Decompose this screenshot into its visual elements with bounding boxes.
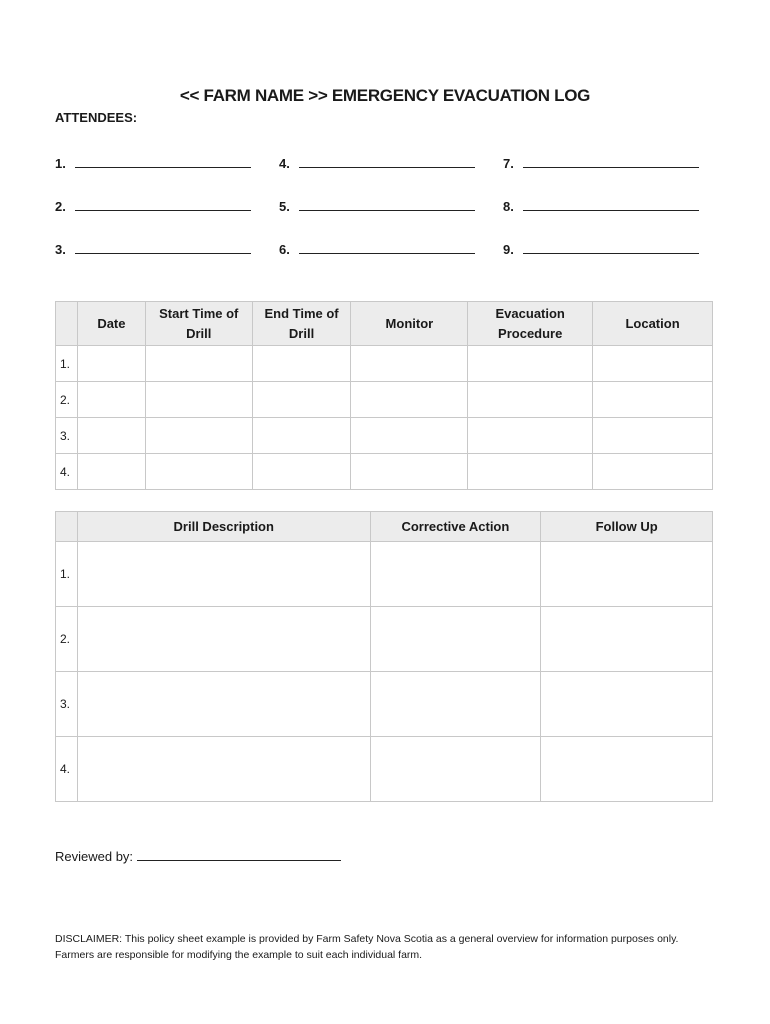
table-cell[interactable] — [77, 418, 145, 454]
table-cell[interactable] — [593, 454, 713, 490]
table-cell[interactable] — [468, 418, 593, 454]
row-number: 2. — [56, 607, 78, 672]
table-cell[interactable] — [351, 346, 468, 382]
row-number: 4. — [56, 454, 78, 490]
row-number: 2. — [56, 382, 78, 418]
blank-line — [75, 198, 251, 211]
attendee-field[interactable]: 6. — [279, 241, 475, 257]
attendee-field[interactable]: 8. — [503, 198, 699, 214]
table-row — [56, 382, 713, 418]
table-row — [56, 454, 713, 490]
blank-line — [523, 241, 699, 254]
table-cell[interactable] — [468, 346, 593, 382]
blank-line — [75, 155, 251, 168]
header-cell-drill-description: Drill Description — [77, 512, 370, 542]
blank-line — [299, 198, 475, 211]
table-row — [56, 672, 713, 737]
attendee-field[interactable]: 9. — [503, 241, 699, 257]
row-number: 1. — [56, 346, 78, 382]
table-cell[interactable] — [252, 418, 351, 454]
table-row — [56, 737, 713, 802]
table-cell[interactable] — [593, 346, 713, 382]
blank-line — [523, 155, 699, 168]
header-cell-corrective-action: Corrective Action — [370, 512, 541, 542]
table-cell[interactable] — [252, 454, 351, 490]
table-cell[interactable] — [145, 418, 252, 454]
attendee-field[interactable]: 5. — [279, 198, 475, 214]
header-cell-start-time: Start Time of Drill — [145, 302, 252, 346]
reviewed-by-field[interactable] — [55, 848, 341, 864]
attendee-field[interactable]: 4. — [279, 155, 475, 171]
header-cell-index — [56, 512, 78, 542]
header-cell-location: Location — [593, 302, 713, 346]
table-cell[interactable] — [370, 737, 541, 802]
table-cell[interactable] — [468, 382, 593, 418]
table-cell[interactable] — [351, 418, 468, 454]
disclaimer-text: DISCLAIMER: This policy sheet example is provided by Farm Safety Nova Scotia as a general overview for information purposes only. Farmers are responsible for modifying the example to suit each individual farm. — [55, 933, 679, 961]
table-cell[interactable] — [541, 607, 713, 672]
table-cell[interactable] — [77, 382, 145, 418]
table-cell[interactable] — [593, 418, 713, 454]
header-cell-follow-up: Follow Up — [541, 512, 713, 542]
attendee-field[interactable]: 3. — [55, 241, 251, 257]
table-cell[interactable] — [370, 542, 541, 607]
reviewed-by-label: Reviewed by: — [55, 849, 134, 864]
header-cell-monitor: Monitor — [351, 302, 468, 346]
table-cell[interactable] — [145, 346, 252, 382]
blank-line — [137, 848, 341, 861]
drill-followup-table — [55, 511, 713, 802]
page-title: << FARM NAME >> EMERGENCY EVACUATION LOG — [179, 86, 591, 105]
blank-line — [299, 241, 475, 254]
table-cell[interactable] — [370, 607, 541, 672]
table-cell[interactable] — [77, 454, 145, 490]
table-cell[interactable] — [468, 454, 593, 490]
row-number: 3. — [56, 672, 78, 737]
table-header-row — [56, 302, 713, 346]
table-cell[interactable] — [77, 346, 145, 382]
attendee-field[interactable]: 1. — [55, 155, 251, 171]
row-number: 4. — [56, 737, 78, 802]
header-cell-date: Date — [77, 302, 145, 346]
table-row — [56, 607, 713, 672]
attendee-field[interactable]: 7. — [503, 155, 699, 171]
table-cell[interactable] — [252, 382, 351, 418]
table-row — [56, 418, 713, 454]
table-cell[interactable] — [541, 672, 713, 737]
blank-line — [299, 155, 475, 168]
table-cell[interactable] — [145, 382, 252, 418]
table-cell[interactable] — [541, 737, 713, 802]
table-cell[interactable] — [145, 454, 252, 490]
header-cell-end-time: End Time of Drill — [252, 302, 351, 346]
attendees-label: ATTENDEES: — [55, 110, 138, 125]
attendee-field[interactable]: 2. — [55, 198, 251, 214]
blank-line — [523, 198, 699, 211]
table-row — [56, 542, 713, 607]
table-cell[interactable] — [593, 382, 713, 418]
table-cell[interactable] — [77, 672, 370, 737]
drill-log-table — [55, 301, 713, 490]
table-row — [56, 346, 713, 382]
table-header-row — [56, 512, 713, 542]
table-cell[interactable] — [351, 454, 468, 490]
table-cell[interactable] — [77, 737, 370, 802]
blank-line — [75, 241, 251, 254]
header-cell-evacuation-procedure: Evacuation Procedure — [468, 302, 593, 346]
table-cell[interactable] — [370, 672, 541, 737]
table-cell[interactable] — [541, 542, 713, 607]
row-number: 1. — [56, 542, 78, 607]
table-cell[interactable] — [252, 346, 351, 382]
header-cell-index — [56, 302, 78, 346]
row-number: 3. — [56, 418, 78, 454]
table-cell[interactable] — [77, 607, 370, 672]
table-cell[interactable] — [351, 382, 468, 418]
table-cell[interactable] — [77, 542, 370, 607]
